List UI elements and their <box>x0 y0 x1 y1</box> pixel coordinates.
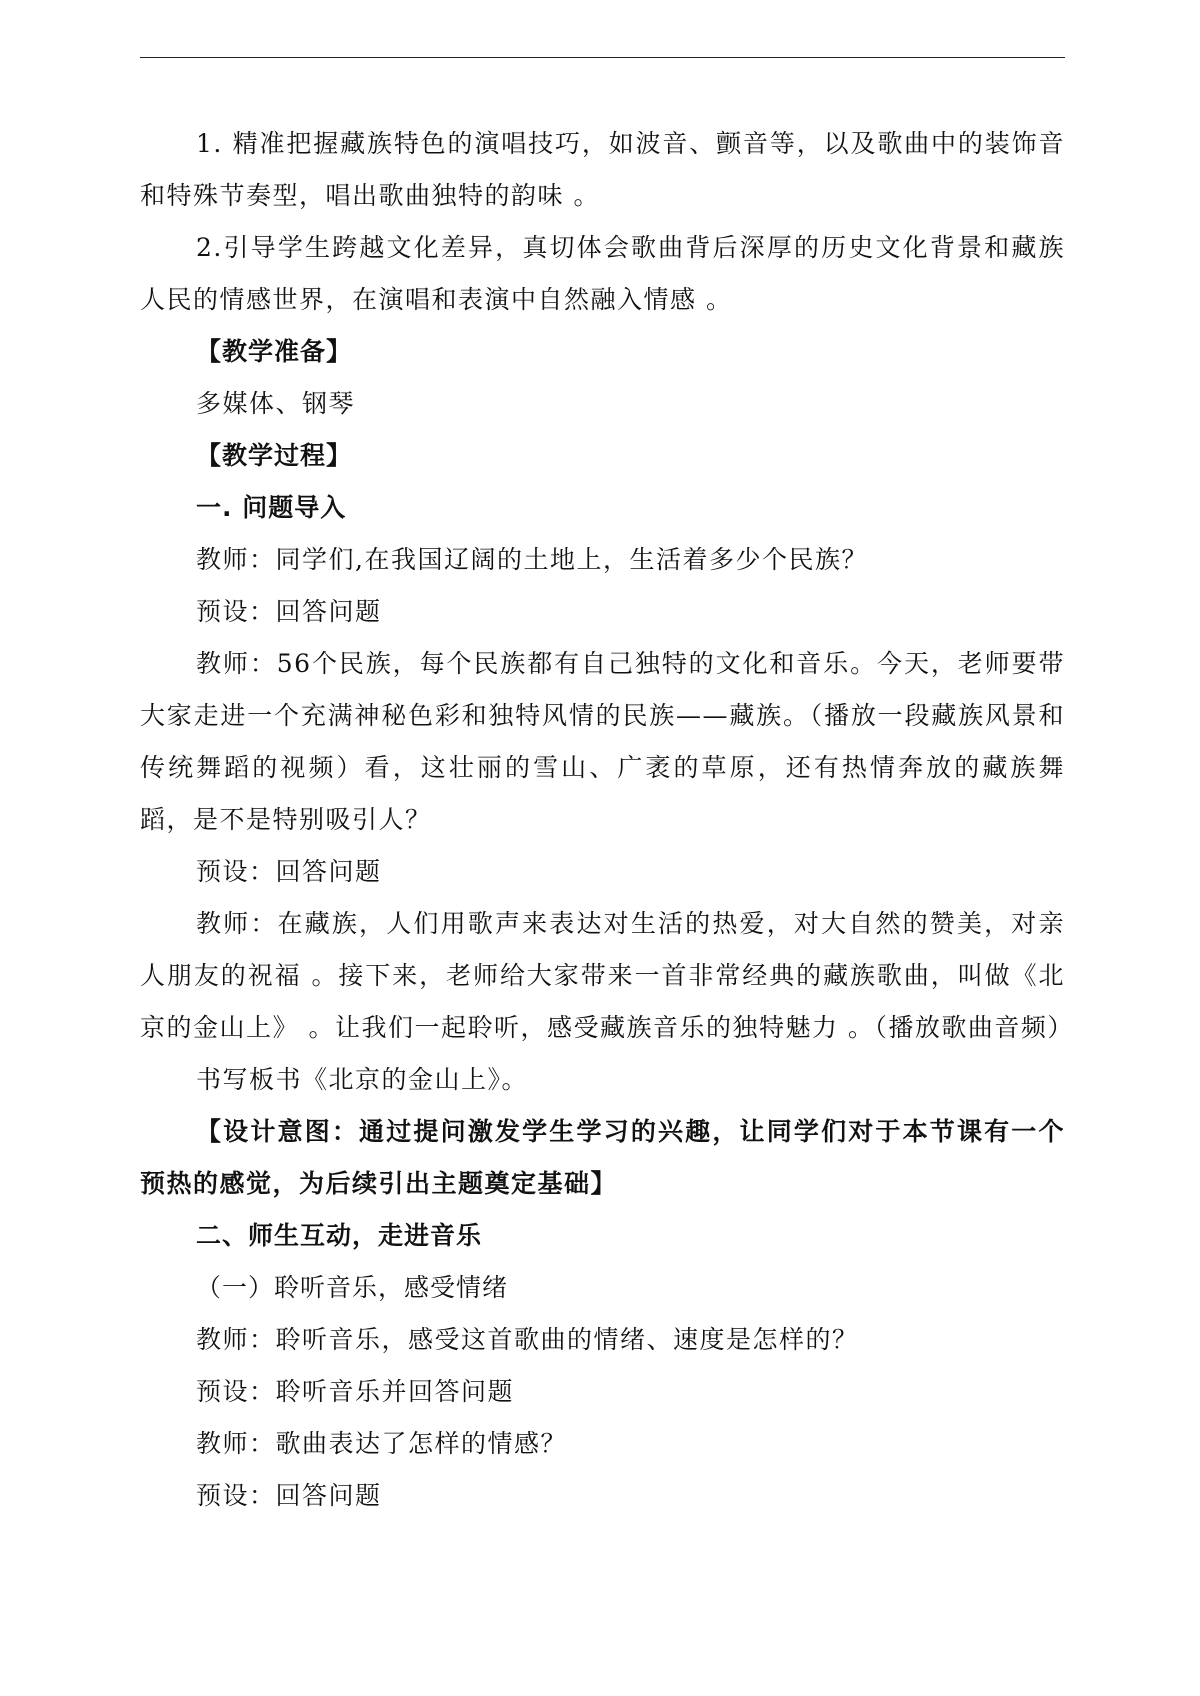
section-1-heading: 一. 问题导入 <box>196 493 347 522</box>
dialog-line: 教师：在藏族，人们用歌声来表达对生活的热爱，对大自然的赞美，对亲人朋友的祝福 。接下来，老师给大家带来一首非常经典的藏族歌曲，叫做《北京的金山上》 。让我们一起聆听，感受藏族音乐的独特魅力 。（播放歌曲音频） <box>140 909 1074 1042</box>
dialog-line: 预设：回答问题 <box>196 1481 382 1510</box>
design-intent-note: 【设计意图：通过提问激发学生学习的兴趣，让同学们对于本节课有一个预热的感觉，为后续引出主题奠定基础】 <box>140 1117 1065 1198</box>
subsection-1-heading: （一）聆听音乐，感受情绪 <box>196 1273 509 1302</box>
dialog-line: 预设：聆听音乐并回答问题 <box>196 1377 515 1406</box>
document-body <box>140 118 1074 1522</box>
dialog-line: 教师：同学们,在我国辽阔的土地上，生活着多少个民族？ <box>196 545 868 574</box>
teaching-process-heading: 【教学过程】 <box>196 441 353 470</box>
dialog-line: 预设：回答问题 <box>196 597 382 626</box>
dialog-line: 书写板书《北京的金山上》。 <box>196 1065 529 1094</box>
dialog-line: 教师：56个民族，每个民族都有自己独特的文化和音乐。今天，老师要带大家走进一个充满神秘色彩和独特风情的民族——藏族。（播放一段藏族风景和传统舞蹈的视频）看，这壮丽的雪山、广袤的草原，还有热情奔放的藏族舞蹈，是不是特别吸引人？ <box>140 649 1065 834</box>
dialog-line: 教师：歌曲表达了怎样的情感？ <box>196 1429 568 1458</box>
teaching-preparation-heading: 【教学准备】 <box>196 337 353 366</box>
dialog-line: 教师：聆听音乐，感受这首歌曲的情绪、速度是怎样的？ <box>196 1325 859 1354</box>
objective-paragraph-1: 1. 精准把握藏族特色的演唱技巧，如波音、颤音等，以及歌曲中的装饰音和特殊节奏型，唱出歌曲独特的韵味 。 <box>140 129 1065 210</box>
header-rule <box>140 57 1065 58</box>
dialog-line: 预设：回答问题 <box>196 857 382 886</box>
teaching-preparation-text: 多媒体、钢琴 <box>196 389 356 418</box>
objective-paragraph-2: 2.引导学生跨越文化差异，真切体会歌曲背后深厚的历史文化背景和藏族人民的情感世界，在演唱和表演中自然融入情感 。 <box>140 233 1065 314</box>
section-2-heading: 二、师生互动，走进音乐 <box>196 1221 483 1250</box>
